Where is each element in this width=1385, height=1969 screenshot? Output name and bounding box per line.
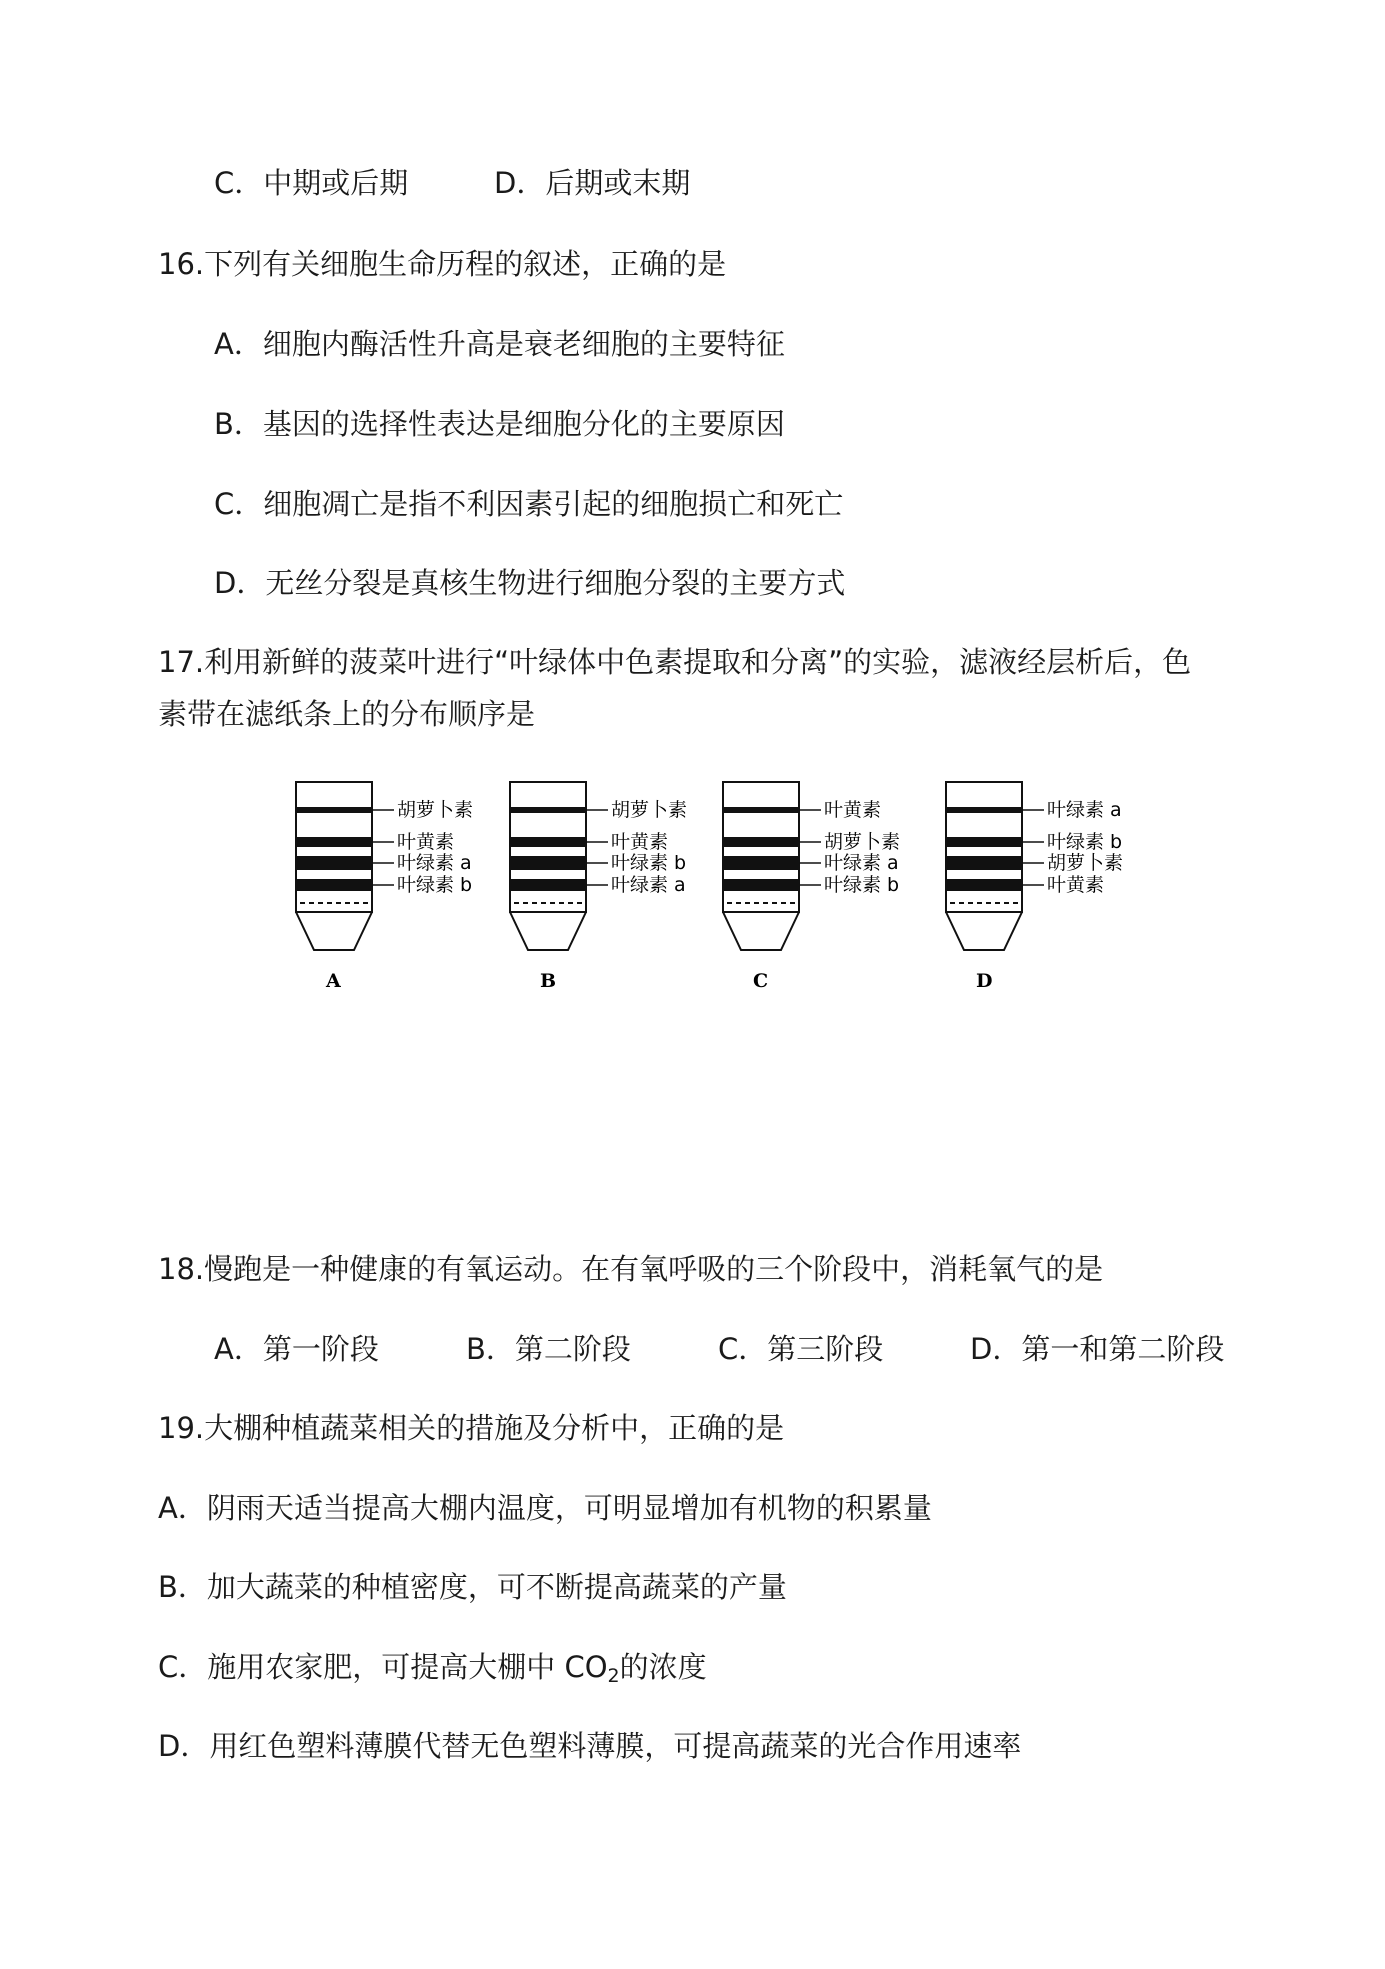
tube-d-band-4: 叶黄素 [1047,874,1105,896]
q16-option-b: B．基因的选择性表达是细胞分化的主要原因 [214,407,785,441]
tube-c [723,782,900,992]
tube-b-label: B [540,970,557,992]
q15-options [0,163,1385,203]
tube-d-band-2: 叶绿素 b [1047,831,1123,853]
tube-a [296,782,473,992]
tube-a-band-3: 叶绿素 a [397,852,472,874]
tube-b [510,782,687,992]
q16-option-c: C．细胞凋亡是指不利因素引起的细胞损亡和死亡 [214,487,844,521]
q19-stem: 19.大棚种植蔬菜相关的措施及分析中，正确的是 [158,1411,785,1445]
q15-option-d: D．后期或末期 [494,166,691,200]
q17-stem-line1: 17.利用新鲜的菠菜叶进行“叶绿体中色素提取和分离”的实验，滤液经层析后，色 [158,645,1192,679]
tube-c-label: C [753,970,769,992]
q19-option-c-subscript: 2 [607,1665,620,1687]
q16-stem: 16.下列有关细胞生命历程的叙述，正确的是 [158,247,727,281]
q19-option-c [158,1647,707,1696]
tube-d-band-1: 叶绿素 a [1047,799,1122,821]
tube-c-band-1: 叶黄素 [824,799,882,821]
q19-option-d: D．用红色塑料薄膜代替无色塑料薄膜，可提高蔬菜的光合作用速率 [158,1729,1022,1763]
q18-option-a: A．第一阶段 [214,1332,379,1366]
tube-d-label: D [976,970,993,992]
tube-a-band-1: 胡萝卜素 [397,799,474,821]
q19-option-a: A．阴雨天适当提高大棚内温度，可明显增加有机物的积累量 [158,1491,932,1525]
q18-option-d: D．第一和第二阶段 [970,1332,1225,1366]
tube-c-band-2: 胡萝卜素 [824,831,901,853]
q18-option-c: C．第三阶段 [718,1332,884,1366]
chromatography-figure [280,772,1160,1007]
q19-option-c-text: C．施用农家肥，可提高大棚中 CO [158,1650,608,1684]
q15-option-c: C．中期或后期 [214,166,409,200]
tube-a-band-4: 叶绿素 b [397,874,473,896]
tube-c-band-4: 叶绿素 b [824,874,900,896]
tube-a-band-2: 叶黄素 [397,831,455,853]
tube-b-band-3: 叶绿素 b [611,852,687,874]
tube-d [946,782,1123,992]
q16-option-d: D．无丝分裂是真核生物进行细胞分裂的主要方式 [214,566,846,600]
q18-stem: 18.慢跑是一种健康的有氧运动。在有氧呼吸的三个阶段中，消耗氧气的是 [158,1252,1104,1286]
q18-options [0,1329,1385,1369]
tube-c-band-3: 叶绿素 a [824,852,899,874]
q17-stem-line2: 素带在滤纸条上的分布顺序是 [158,697,536,731]
tube-d-band-3: 胡萝卜素 [1047,852,1124,874]
tube-b-band-4: 叶绿素 a [611,874,686,896]
tube-b-band-2: 叶黄素 [611,831,669,853]
q19-option-b: B．加大蔬菜的种植密度，可不断提高蔬菜的产量 [158,1570,787,1604]
tube-a-label: A [326,970,341,992]
tube-b-band-1: 胡萝卜素 [611,799,688,821]
q19-option-c-tail: 的浓度 [619,1650,707,1684]
q16-option-a: A．细胞内酶活性升高是衰老细胞的主要特征 [214,327,785,361]
q18-option-b: B．第二阶段 [466,1332,631,1366]
